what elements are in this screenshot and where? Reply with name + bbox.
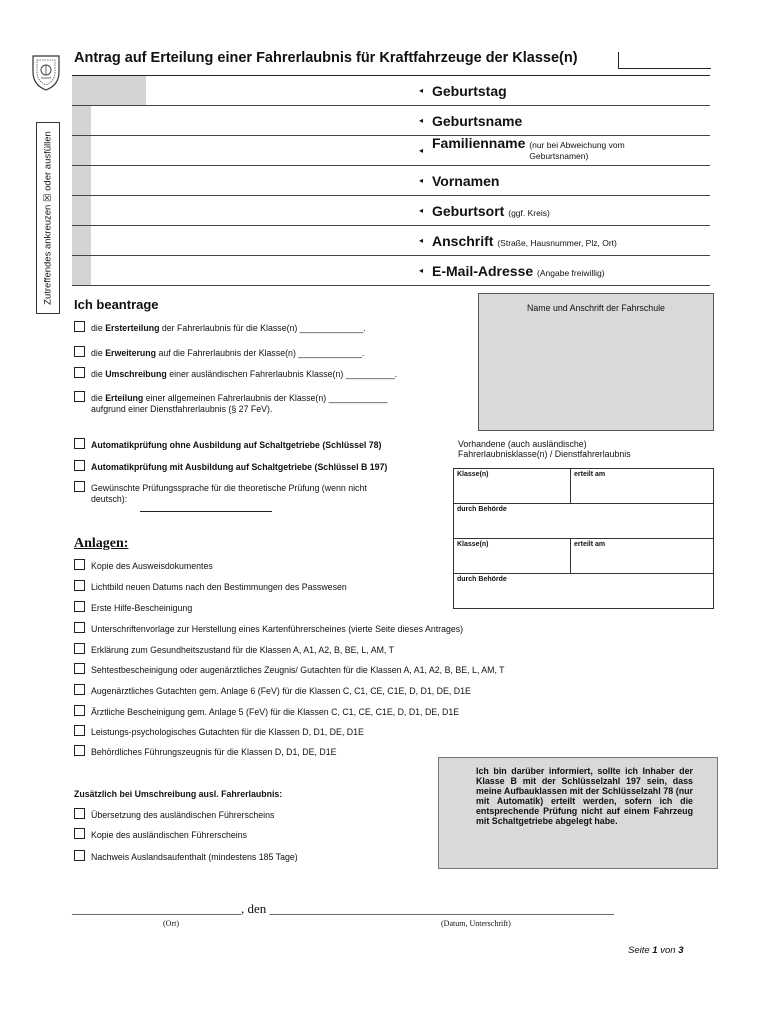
checkbox[interactable] — [74, 580, 85, 591]
checkbox[interactable] — [74, 850, 85, 861]
checkbox[interactable] — [74, 663, 85, 674]
erteilt-cell[interactable]: erteilt am — [571, 539, 714, 574]
anlage-item[interactable]: Erklärung zum Gesundheitszustand für die Klassen A, A1, A2, B, BE, L, AM, T — [74, 643, 394, 655]
side-instruction: Zutreffendes ankreuzen ☒ oder ausfüllen — [36, 122, 60, 314]
anlage-item[interactable]: Leistungs-psychologisches Gutachten für die Klassen D, D1, DE, D1E — [74, 725, 364, 737]
option-dienstfahrerlaubnis[interactable]: die Erteilung einer allgemeinen Fahrerlaubnis der Klasse(n) ____________ aufgrund einer Dienstfahrerlaubnis (§ 27 FeV). — [74, 391, 387, 415]
checkbox[interactable] — [74, 367, 85, 378]
option-erweiterung[interactable]: die Erweiterung auf die Fahrerlaubnis der Klasse(n) _____________. — [74, 346, 364, 358]
anlage-item[interactable]: Kopie des Ausweisdokumentes — [74, 559, 213, 571]
field-row[interactable]: ◂ Geburtsort (ggf. Kreis) — [72, 196, 710, 226]
field-row[interactable]: ◂ Familienname (nur bei Abweichung vom Geburtsnamen) — [72, 136, 710, 166]
field-row[interactable]: ◂ E-Mail-Adresse (Angabe freiwillig) — [72, 256, 710, 286]
anlage-item[interactable]: Unterschriftenvorlage zur Herstellung eines Kartenführerscheines (vierte Seite dieses Antrages) — [74, 622, 463, 634]
existing-license-heading: Vorhandene (auch ausländische) Fahrerlaubnisklasse(n) / Dienstfahrerlaubnis — [458, 439, 631, 459]
umschreibung-item[interactable]: Nachweis Auslandsaufenthalt (mindestens 185 Tage) — [74, 850, 298, 862]
checkbox[interactable] — [74, 643, 85, 654]
checkbox[interactable] — [74, 559, 85, 570]
class-input-line[interactable] — [618, 52, 711, 69]
arrow-icon: ◂ — [419, 116, 424, 125]
option-umschreibung[interactable]: die Umschreibung einer ausländischen Fahrerlaubnis Klasse(n) __________. — [74, 367, 397, 379]
section-heading: Ich beantrage — [74, 297, 159, 312]
option-pruefungssprache[interactable]: Gewünschte Prüfungssprache für die theoretische Prüfung (wenn nicht deutsch): — [74, 481, 367, 505]
personal-data-grid — [72, 75, 710, 286]
checkbox[interactable] — [74, 321, 85, 332]
anlage-item[interactable]: Ärztliche Bescheinigung gem. Anlage 5 (FeV) für die Klassen C, C1, CE, C1E, D, D1, DE, D1E — [74, 705, 459, 717]
checkbox[interactable] — [74, 725, 85, 736]
signature-line[interactable]: __________________________, den _____________________________________________________ — [72, 901, 615, 916]
anlage-item[interactable]: Behördliches Führungszeugnis für die Klassen D, D1, DE, D1E — [74, 745, 336, 757]
umschreibung-item[interactable]: Übersetzung des ausländischen Führerscheins — [74, 808, 274, 820]
arrow-icon: ◂ — [419, 146, 424, 155]
checkbox[interactable] — [74, 460, 85, 471]
field-row[interactable]: ◂ Geburtstag — [72, 76, 710, 106]
checkbox[interactable] — [74, 346, 85, 357]
option-ersterteilung[interactable]: die Ersterteilung der Fahrerlaubnis für die Klasse(n) _____________. — [74, 321, 366, 333]
option-automatik-mit[interactable]: Automatikprüfung mit Ausbildung auf Schaltgetriebe (Schlüssel B 197) — [74, 460, 387, 472]
checkbox[interactable] — [74, 481, 85, 492]
checkbox[interactable] — [74, 705, 85, 716]
language-input-line[interactable] — [140, 511, 272, 512]
erteilt-cell[interactable]: erteilt am — [571, 469, 714, 504]
checkbox[interactable] — [74, 438, 85, 449]
arrow-icon: ◂ — [419, 86, 424, 95]
klasse-cell[interactable]: Klasse(n) — [454, 469, 571, 504]
existing-license-table — [453, 468, 714, 609]
option-automatik-ohne[interactable]: Automatikprüfung ohne Ausbildung auf Schaltgetriebe (Schlüssel 78) — [74, 438, 382, 450]
driving-school-box[interactable]: Name und Anschrift der Fahrschule — [478, 293, 714, 431]
arrow-icon: ◂ — [419, 176, 424, 185]
page-number: Seite 1 von 3 — [628, 945, 684, 956]
checkbox[interactable] — [74, 745, 85, 756]
umschreibung-heading: Zusätzlich bei Umschreibung ausl. Fahrerlaubnis: — [74, 789, 283, 799]
checkbox[interactable] — [74, 622, 85, 633]
anlage-item[interactable]: Lichtbild neuen Datums nach den Bestimmungen des Passwesen — [74, 580, 347, 592]
umschreibung-item[interactable]: Kopie des ausländischen Führerscheins — [74, 828, 247, 840]
automatik-notice: Ich bin darüber informiert, sollte ich Inhaber der Klasse B mit der Schlüsselzahl 197 sein, dass meine Aufbauklassen mit der Schlüsselzahl 78 (nur mit Automatik) erteilt werden, sofern ich die entsprechende Prüfung nicht auf einem Fahrzeug mit Schaltgetriebe abgelegt habe. — [438, 757, 718, 869]
form-title: Antrag auf Erteilung einer Fahrerlaubnis für Kraftfahrzeuge der Klasse(n) — [74, 50, 578, 66]
behoerde-cell[interactable]: durch Behörde — [454, 504, 714, 539]
field-row[interactable]: ◂ Geburtsname — [72, 106, 710, 136]
arrow-icon: ◂ — [419, 206, 424, 215]
anlage-item[interactable]: Augenärztliches Gutachten gem. Anlage 6 (FeV) für die Klassen C, C1, CE, C1E, D, D1, DE, D1E — [74, 684, 471, 696]
arrow-icon: ◂ — [419, 266, 424, 275]
coat-of-arms-icon — [30, 52, 62, 92]
klasse-cell[interactable]: Klasse(n) — [454, 539, 571, 574]
checkbox[interactable] — [74, 601, 85, 612]
behoerde-cell[interactable]: durch Behörde — [454, 574, 714, 609]
arrow-icon: ◂ — [419, 236, 424, 245]
datum-caption: (Datum, Unterschrift) — [441, 919, 511, 928]
field-row[interactable]: ◂ Vornamen — [72, 166, 710, 196]
anlagen-heading: Anlagen: — [74, 536, 129, 551]
checkbox[interactable] — [74, 684, 85, 695]
anlage-item[interactable]: Sehtestbescheinigung oder augenärztliches Zeugnis/ Gutachten für die Klassen A, A1, A2, B, BE, L, AM, T — [74, 663, 505, 675]
ort-caption: (Ort) — [163, 919, 179, 928]
checkbox[interactable] — [74, 808, 85, 819]
checkbox[interactable] — [74, 391, 85, 402]
field-row[interactable]: ◂ Anschrift (Straße, Hausnummer, Plz, Ort) — [72, 226, 710, 256]
checkbox[interactable] — [74, 828, 85, 839]
anlage-item[interactable]: Erste Hilfe-Bescheinigung — [74, 601, 192, 613]
